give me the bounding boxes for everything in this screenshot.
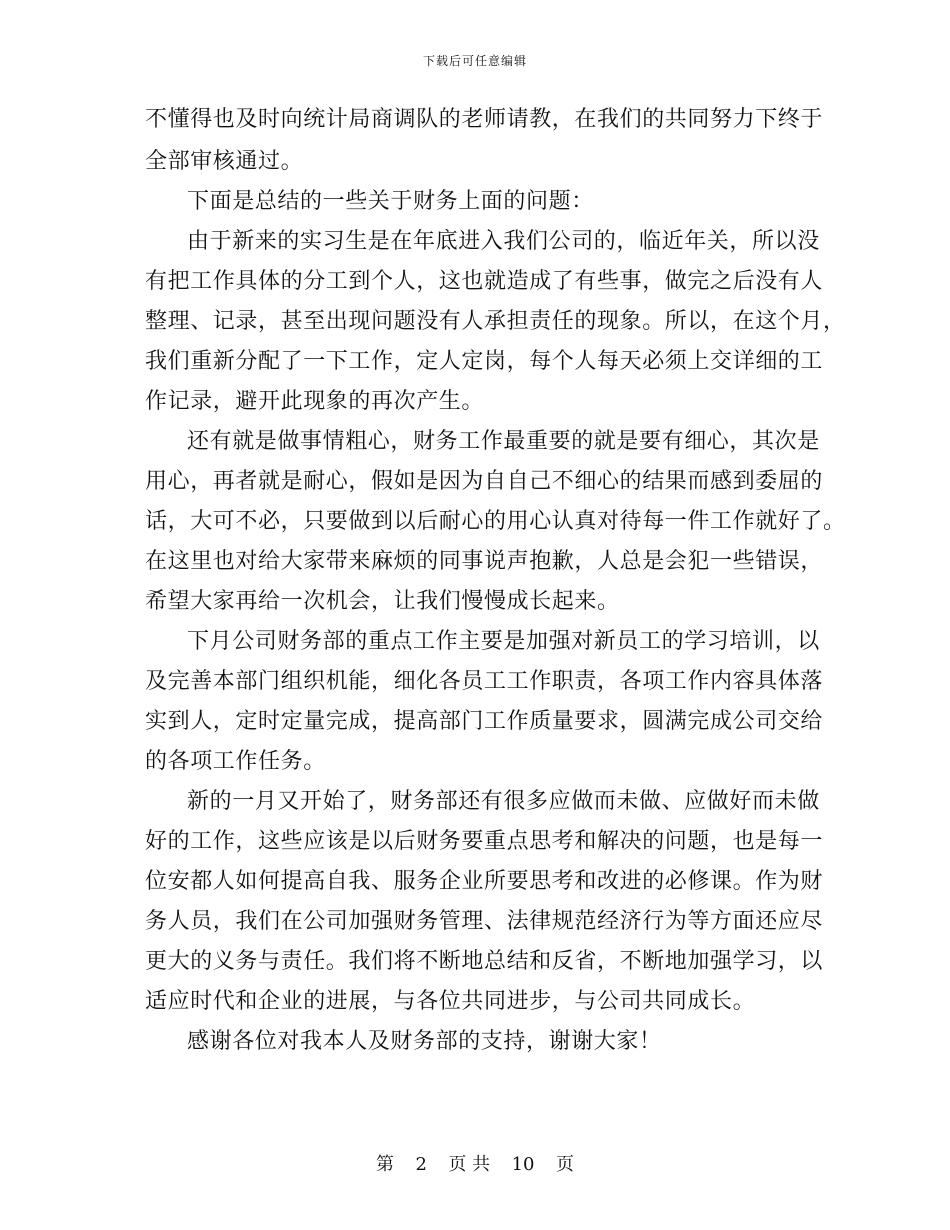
text-line: 实到人，定时定量完成，提高部门工作质量要求，圆满完成公司交给: [145, 709, 824, 734]
text-line: 新的一月又开始了，财务部还有很多应做而未做、应做好而未做: [187, 789, 820, 814]
text-line: 整理、记录，甚至出现问题没有人承担责任的现象。所以，在这个月，: [145, 309, 846, 334]
text-line: 下面是总结的一些关于财务上面的问题：: [187, 189, 594, 214]
text-line: 我们重新分配了一下工作，定人定岗，每个人每天必须上交详细的工: [145, 349, 824, 374]
footer-suffix: 页: [555, 1154, 574, 1175]
text-line: 作记录，避开此现象的再次产生。: [145, 389, 485, 414]
text-line: 用心，再者就是耐心，假如是因为自自己不细心的结果而感到委屈的: [145, 469, 824, 494]
text-line: 感谢各位对我本人及财务部的支持，谢谢大家！: [187, 1029, 662, 1054]
text-line: 下月公司财务部的重点工作主要是加强对新员工的学习培训，以: [187, 629, 820, 654]
text-line: 位安都人如何提高自我、服务企业所要思考和改进的必修课。作为财: [145, 869, 824, 894]
text-line: 适应时代和企业的进展，与各位共同进步，与公司共同成长。: [145, 989, 756, 1014]
page-number-footer: [0, 1153, 950, 1177]
total-page-count: 10: [511, 1154, 535, 1175]
text-line: 有把工作具体的分工到个人，这也就造成了有些事，做完之后没有人: [145, 269, 824, 294]
text-line: 的各项工作任务。: [145, 749, 326, 774]
text-line: 在这里也对给大家带来麻烦的同事说声抱歉，人总是会犯一些错误，: [145, 549, 824, 574]
text-line: 还有就是做事情粗心，财务工作最重要的就是要有细心，其次是: [187, 429, 820, 454]
text-line: 不懂得也及时向统计局商调队的老师请教，在我们的共同努力下终于: [145, 107, 824, 132]
text-line: 希望大家再给一次机会，让我们慢慢成长起来。: [145, 589, 620, 614]
text-line: 及完善本部门组织机能，细化各员工工作职责，各项工作内容具体落: [145, 669, 824, 694]
text-line: 由于新来的实习生是在年底进入我们公司的，临近年关，所以没: [187, 229, 820, 254]
text-line: 话，大可不必，只要做到以后耐心的用心认真对待每一件工作就好了。: [145, 509, 846, 534]
footer-prefix: 第: [376, 1154, 395, 1175]
page-header-note: 下载后可任意编辑: [422, 54, 527, 68]
text-line: 更大的义务与责任。我们将不断地总结和反省，不断地加强学习，以: [145, 949, 824, 974]
text-line: 务人员，我们在公司加强财务管理、法律规范经济行为等方面还应尽: [145, 909, 824, 934]
text-line: 好的工作，这些应该是以后财务要重点思考和解决的问题，也是每一: [145, 829, 824, 854]
text-line: 全部审核通过。: [145, 149, 304, 174]
footer-middle: 页 共: [448, 1154, 491, 1175]
current-page-number: 2: [415, 1154, 427, 1175]
